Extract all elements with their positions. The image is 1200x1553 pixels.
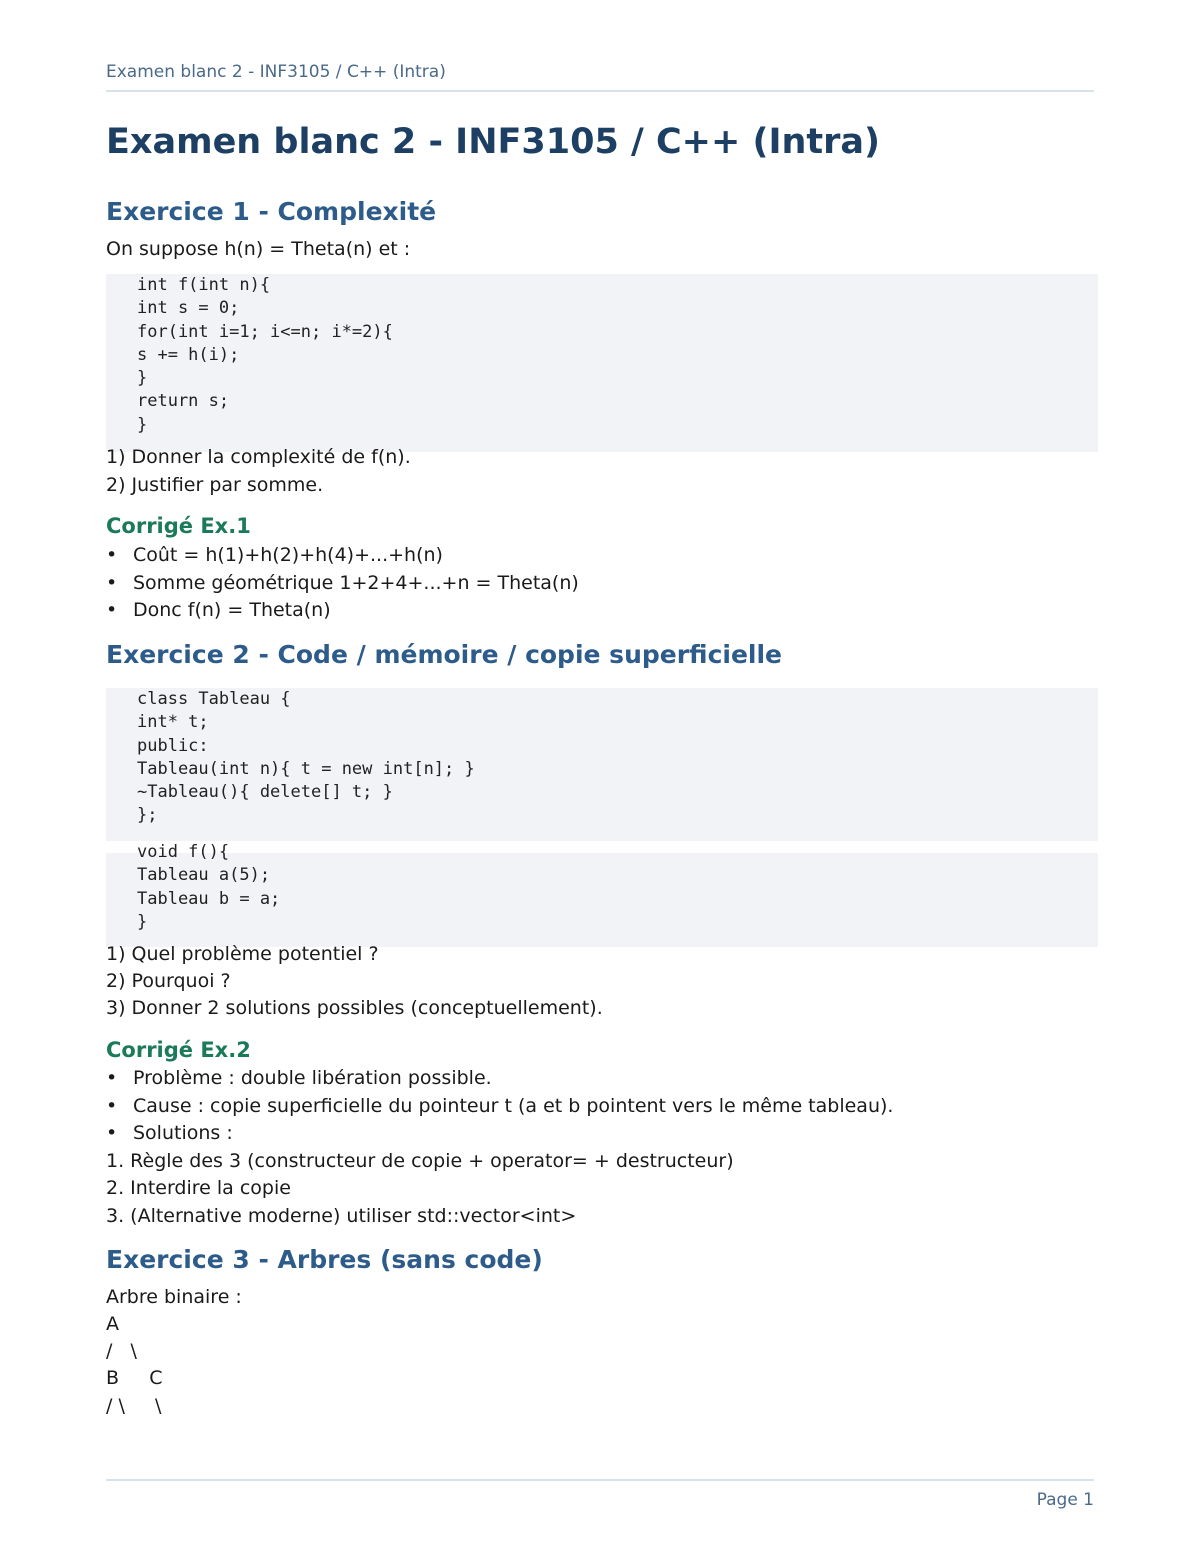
code-line: int s = 0; xyxy=(137,298,240,319)
exercise-1-question-2: 2) Justifier par somme. xyxy=(106,474,324,496)
code-line: }; xyxy=(137,805,158,826)
code-line: int f(int n){ xyxy=(137,275,271,295)
document-title: Examen blanc 2 - INF3105 / C++ (Intra) xyxy=(106,122,881,162)
exercise-1-question-1: 1) Donner la complexité de f(n). xyxy=(106,446,411,468)
exercise-1-intro: On suppose h(n) = Theta(n) et : xyxy=(106,238,411,260)
tree-line: B C xyxy=(106,1367,163,1389)
list-item: • Coût = h(1)+h(2)+h(4)+...+h(n) xyxy=(106,544,443,566)
code-line: void f(){ xyxy=(137,842,230,862)
solution-2: 2. Interdire la copie xyxy=(106,1177,291,1199)
code-line: } xyxy=(137,414,148,435)
exercise-3-heading: Exercice 3 - Arbres (sans code) xyxy=(106,1245,543,1274)
exercise-2-code-block-function xyxy=(106,841,1098,947)
code-line: int* t; xyxy=(137,712,209,733)
exercise-2-question-2: 2) Pourquoi ? xyxy=(106,970,231,992)
code-line: Tableau a(5); xyxy=(137,865,271,886)
code-line: public: xyxy=(137,735,209,756)
code-line: for(int i=1; i<=n; i*=2){ xyxy=(137,321,393,342)
code-line: class Tableau { xyxy=(137,689,291,709)
running-footer xyxy=(106,1479,1094,1510)
answer-2-list xyxy=(106,1065,893,1148)
list-item: • Somme géométrique 1+2+4+...+n = Theta(n) xyxy=(106,571,579,594)
solution-1: 1. Règle des 3 (constructeur de copie + operator= + destructeur) xyxy=(106,1150,734,1172)
list-item: • Cause : copie superficielle du pointeur t (a et b pointent vers le même tableau). xyxy=(106,1094,894,1117)
page-number: Page 1 xyxy=(1036,1490,1094,1510)
list-item: • Problème : double libération possible. xyxy=(106,1067,492,1089)
running-header: Examen blanc 2 - INF3105 / C++ (Intra) xyxy=(106,62,1094,92)
answer-1-heading: Corrigé Ex.1 xyxy=(106,514,251,538)
code-line: ~Tableau(){ delete[] t; } xyxy=(137,782,393,803)
code-line: return s; xyxy=(137,391,230,412)
list-item: • Donc f(n) = Theta(n) xyxy=(106,599,331,621)
tree-line: / \ \ xyxy=(106,1395,162,1417)
tree-line: A xyxy=(106,1313,119,1335)
exercise-1-code-block xyxy=(106,274,1098,452)
tree-line: / \ xyxy=(106,1340,137,1362)
exercise-2-heading: Exercice 2 - Code / mémoire / copie superficielle xyxy=(106,640,783,669)
answer-2-heading: Corrigé Ex.2 xyxy=(106,1038,251,1062)
exercise-2-question-3: 3) Donner 2 solutions possibles (conceptuellement). xyxy=(106,997,603,1019)
exercise-2-code-block-class xyxy=(106,688,1098,841)
solution-3: 3. (Alternative moderne) utiliser std::vector<int> xyxy=(106,1205,577,1227)
exercise-1-heading: Exercice 1 - Complexité xyxy=(106,197,437,226)
code-line: s += h(i); xyxy=(137,344,240,365)
answer-1-list xyxy=(106,542,579,625)
exercise-2-question-1: 1) Quel problème potentiel ? xyxy=(106,943,379,965)
code-line: } xyxy=(137,368,148,389)
code-line: Tableau b = a; xyxy=(137,888,281,909)
code-line: } xyxy=(137,911,148,932)
list-item: • Solutions : xyxy=(106,1122,233,1144)
exercise-3-intro: Arbre binaire : xyxy=(106,1286,242,1308)
code-line: Tableau(int n){ t = new int[n]; } xyxy=(137,758,475,779)
